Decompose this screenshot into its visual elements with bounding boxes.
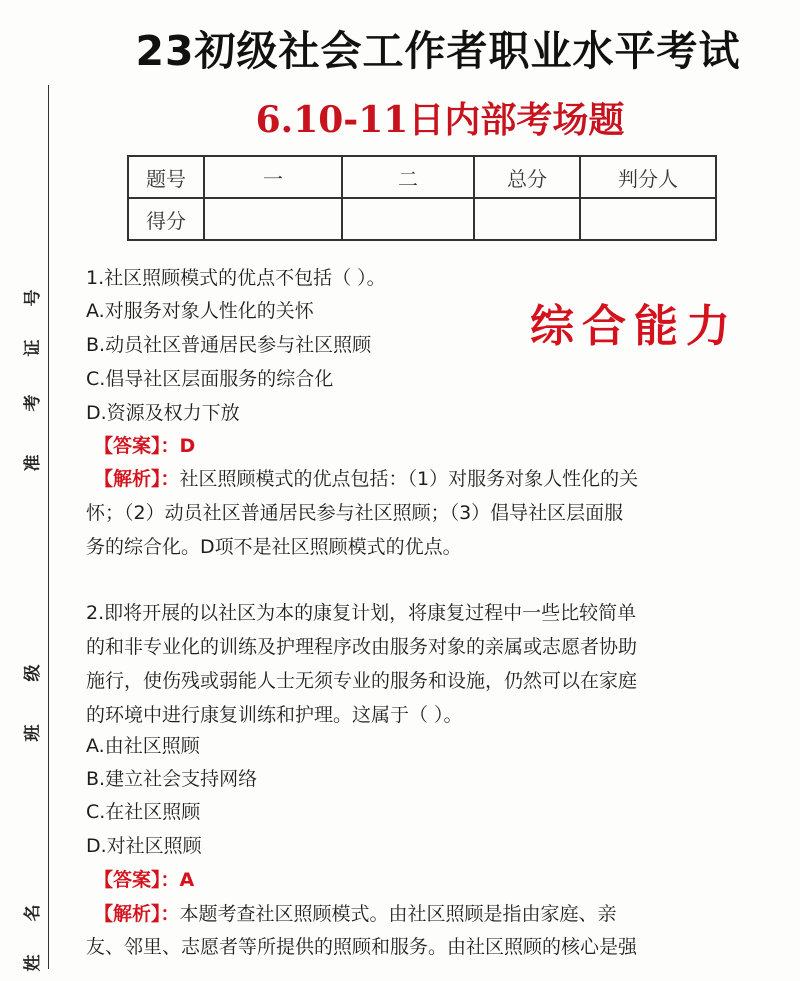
header-cell: 总分 [474,156,580,198]
q1-option: B.动员社区普通居民参与社区照顾 [86,334,372,356]
analysis-label: 【解析】： [94,903,180,925]
side-label-class: 级 [23,664,43,682]
score-cell[interactable] [204,198,342,240]
exam-title: 23初级社会工作者职业水平考试 [135,27,741,75]
header-cell: 二 [342,156,474,198]
q2-option: B.建立社会支持网络 [86,768,258,790]
q2-stem-line: 2.即将开展的以社区为本的康复计划，将康复过程中一些比较简单 [86,602,637,624]
score-cell[interactable] [474,198,580,240]
exam-subtitle: 6.10-11日内部考场题 [255,99,625,141]
answer-label: 【答案】： [94,435,180,457]
q2-analysis-line: 友、邻里、志愿者等所提供的照顾和服务。由社区照顾的核心是强 [86,936,638,958]
binding-margin: 号 证 考 准 级 班 名 姓 [0,0,70,969]
answer-label: 【答案】： [94,869,180,891]
analysis-label: 【解析】： [94,468,180,490]
q1-option: A.对服务对象人性化的关怀 [86,300,314,322]
q2-answer [94,864,194,896]
q2-option: C.在社区照顾 [86,801,201,823]
score-table-score-row [128,198,716,240]
q1-stem: 1.社区照顾模式的优点不包括（ ）。 [86,267,386,289]
q2-option: A.由社区照顾 [86,735,200,757]
answer-value: D [179,435,196,457]
q2-analysis-line: 【解析】：本题考查社区照顾模式。由社区照顾是指由家庭、亲 [94,903,617,925]
score-table-header-row [128,156,716,198]
q1-analysis-line: 怀；（2）动员社区普通居民参与社区照顾；（3）倡导社区层面服 [86,502,624,524]
header-cell: 题号 [128,156,204,198]
subject-stamp: 综合能力 [530,301,738,352]
q1-analysis-line: 【解析】：社区照顾模式的优点包括：（1）对服务对象人性化的关 [94,468,639,490]
score-cell[interactable] [342,198,474,240]
header-cell: 判分人 [580,156,716,198]
side-label-name: 名 [23,904,43,922]
answer-value: A [179,869,195,891]
score-cell[interactable] [580,198,716,240]
score-table [127,155,717,241]
header-cell: 一 [204,156,342,198]
q1-option: C.倡导社区层面服务的综合化 [86,368,334,390]
binding-line [48,85,49,969]
q1-answer [94,430,195,462]
q2-option: D.对社区照顾 [86,835,202,857]
q1-option: D.资源及权力下放 [86,402,240,424]
q1-analysis-line: 务的综合化。D项不是社区照顾模式的优点。 [86,536,462,558]
q2-stem-line: 的环境中进行康复训练和护理。这属于（ ）。 [86,704,463,726]
q2-stem-line: 施行，使伤残或弱能人士无须专业的服务和设施，仍然可以在家庭 [86,670,638,692]
q2-stem-line: 的和非专业化的训练及护理程序改由服务对象的亲属或志愿者协助 [86,636,638,658]
row-label: 得分 [128,198,204,240]
side-label-exam-id: 号 [23,289,43,307]
